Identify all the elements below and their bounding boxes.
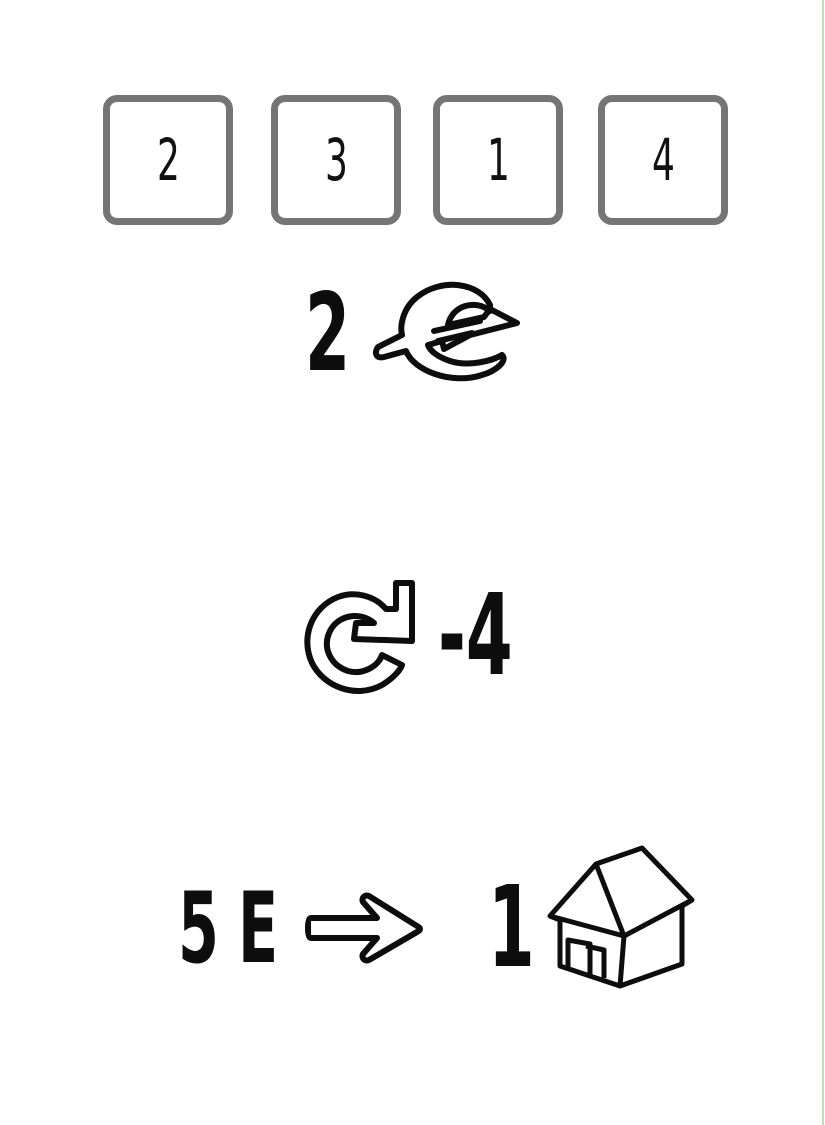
number-tile[interactable] bbox=[598, 95, 728, 225]
rotate-clockwise-icon bbox=[296, 575, 421, 700]
number-tile[interactable] bbox=[271, 95, 401, 225]
number-tile[interactable] bbox=[103, 95, 233, 225]
cost-unit: E bbox=[238, 872, 279, 986]
cost-amount: 5 bbox=[178, 872, 219, 986]
tile-number: 1 bbox=[486, 126, 510, 194]
tile-number: 2 bbox=[156, 126, 180, 194]
gain-amount: 2 bbox=[305, 271, 351, 396]
euro-coin-icon bbox=[372, 275, 522, 385]
house-icon bbox=[546, 846, 696, 991]
right-arrow-icon bbox=[305, 890, 425, 965]
rotate-value: -4 bbox=[438, 571, 513, 701]
tile-number: 4 bbox=[651, 126, 675, 194]
number-tile[interactable] bbox=[433, 95, 563, 225]
number-tiles-row bbox=[103, 95, 743, 235]
tile-number: 3 bbox=[324, 126, 348, 194]
result-amount: 1 bbox=[488, 863, 535, 993]
